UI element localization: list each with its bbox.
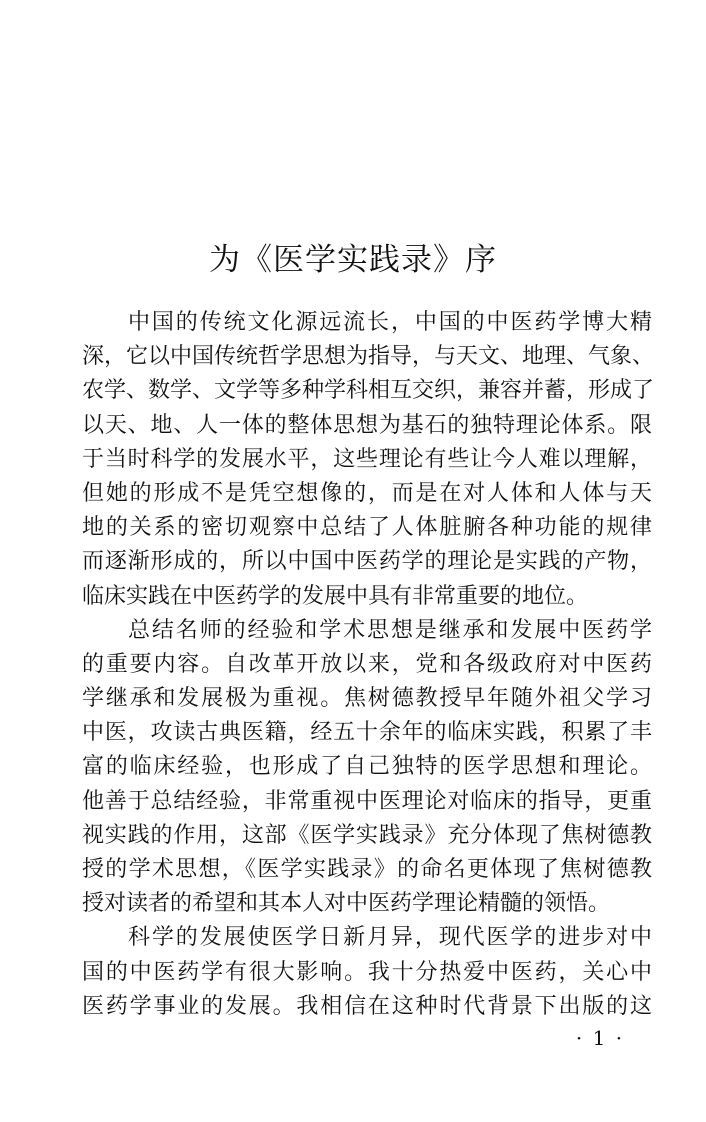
paragraph-2-line-5: 富的临床经验，也形成了自己独特的医学思想和理论。 — [82, 754, 652, 780]
preface-body — [82, 306, 655, 1024]
paragraph-2-line-6: 他善于总结经验，非常重视中医理论对临床的指导，更重 — [82, 788, 652, 814]
paragraph-2-line-8: 授的学术思想，《医学实践录》的命名更体现了焦树德教 — [82, 857, 652, 882]
paragraph-2-line-9: 授对读者的希望和其本人对中医药学理论精髓的领悟。 — [82, 891, 611, 917]
page-number: · 1 · — [575, 1026, 625, 1050]
paragraph-1-line-5: 于当时科学的发展水平，这些理论有些让今人难以理解， — [82, 446, 652, 472]
paragraph-1-line-4: 以天、地、人一体的整体思想为基石的独特理论体系。限 — [82, 412, 652, 438]
paragraph-2-line-1: 总结名师的经验和学术思想是继承和发展中医药学 — [128, 617, 652, 643]
paragraph-2-line-2: 的重要内容。自改革开放以来，党和各级政府对中医药 — [82, 651, 652, 677]
paragraph-1-line-3: 农学、数学、文学等多种学科相互交织，兼容并蓄，形成了 — [82, 378, 655, 404]
paragraph-1-line-2: 深，它以中国传统哲学思想为指导，与天文、地理、气象、 — [82, 344, 655, 370]
page-title: 为《医学实践录》序 — [209, 242, 497, 278]
paragraph-2-line-3: 学继承和发展极为重视。焦树德教授早年随外祖父学习 — [82, 686, 652, 712]
paragraph-3-line-2: 国的中医药学有很大影响。我十分热爱中医药，关心中 — [82, 959, 652, 985]
paragraph-2-line-7: 视实践的作用，这部《医学实践录》充分体现了焦树德教 — [82, 822, 652, 848]
paragraph-1-line-9: 临床实践在中医药学的发展中具有非常重要的地位。 — [82, 583, 589, 609]
paragraph-2-line-4: 中医，攻读古典医籍，经五十余年的临床实践，积累了丰 — [82, 720, 652, 746]
paragraph-3-line-3: 医药学事业的发展。我相信在这种时代背景下出版的这 — [82, 993, 652, 1019]
paragraph-1-line-8: 而逐渐形成的，所以中国中医药学的理论是实践的产物， — [82, 549, 652, 575]
paragraph-1-line-7: 地的关系的密切观察中总结了人体脏腑各种功能的规律 — [82, 515, 652, 541]
paragraph-1-line-6: 但她的形成不是凭空想像的，而是在对人体和人体与天 — [82, 480, 652, 506]
paragraph-3-line-1: 科学的发展使医学日新月异，现代医学的进步对中 — [128, 925, 652, 951]
paragraph-1-line-1: 中国的传统文化源远流长，中国的中医药学博大精 — [128, 310, 652, 335]
